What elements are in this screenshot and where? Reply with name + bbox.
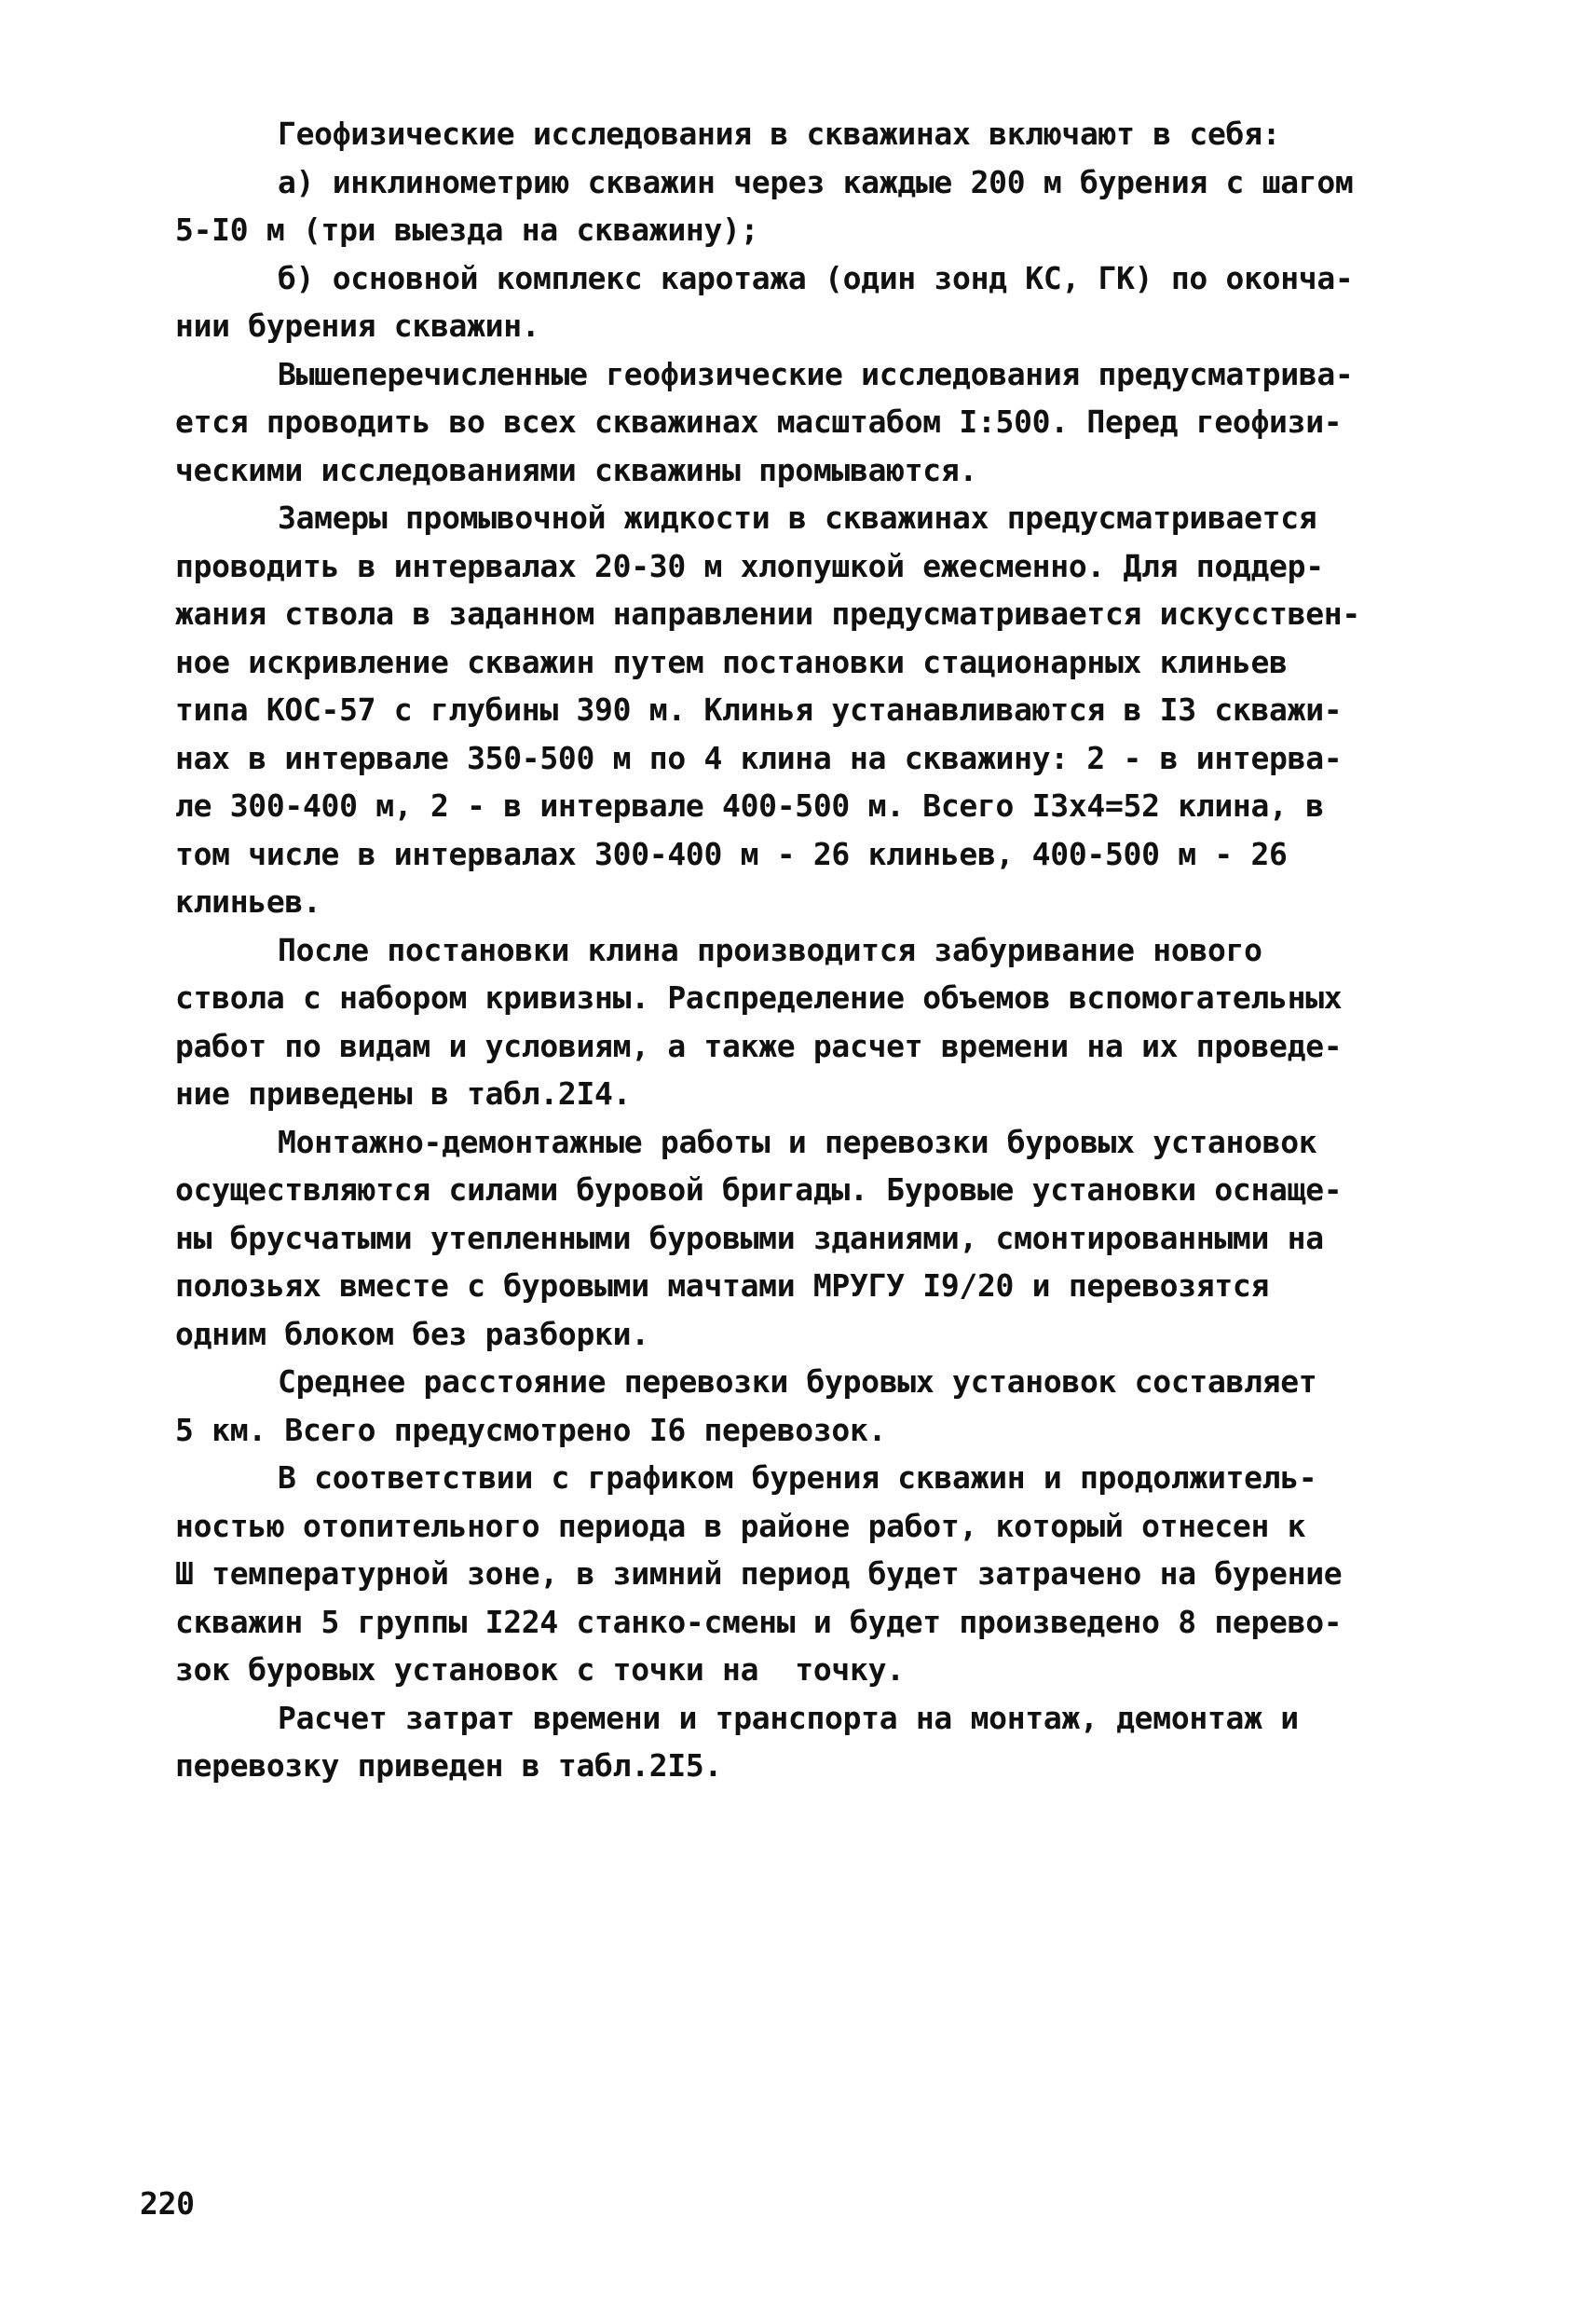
text-line: Вышеперечисленные геофизические исследования предусматрива-	[278, 355, 1354, 392]
text-line: Монтажно-демонтажные работы и перевозки буровых установок	[278, 1123, 1317, 1160]
text-line: Ш температурной зоне, в зимний период будет затрачено на бурение	[175, 1555, 1343, 1592]
text-line: перевозку приведен в табл.2I5.	[175, 1747, 723, 1784]
text-line: осуществляются силами буровой бригады. Буровые установки оснаще-	[175, 1171, 1343, 1208]
text-line: В соответствии с графиком бурения скважин и продолжитель-	[278, 1459, 1317, 1496]
text-line: ностью отопительного периода в районе работ, который отнесен к	[175, 1507, 1306, 1544]
text-line: жания ствола в заданном направлении предусматривается искусствен-	[175, 595, 1360, 632]
text-line: После постановки клина производится забуривание нового	[278, 931, 1262, 968]
text-line: полозьях вместе с буровыми мачтами МРУГУ I9/20 и перевозятся	[175, 1267, 1270, 1304]
text-line: работ по видам и условиям, а также расчет времени на их проведе-	[175, 1027, 1343, 1064]
document-body	[175, 110, 1452, 1790]
text-line: а) инклинометрию скважин через каждые 200 м бурения с шагом	[278, 163, 1354, 200]
text-line: Среднее расстояние перевозки буровых установок составляет	[278, 1363, 1317, 1400]
text-line: Геофизические исследования в скважинах включают в себя:	[278, 116, 1281, 152]
text-line: том числе в интервалах 300-400 м - 26 клиньев, 400-500 м - 26	[175, 835, 1288, 872]
text-line: ческими исследованиями скважины промываются.	[175, 451, 977, 488]
text-line: нии бурения скважин.	[175, 308, 540, 344]
text-line: ние приведены в табл.2I4.	[175, 1075, 632, 1112]
text-line: 5 км. Всего предусмотрено I6 перевозок.	[175, 1411, 887, 1448]
text-line: ется проводить во всех скважинах масштабом I:500. Перед геофизи-	[175, 404, 1343, 440]
text-line: б) основной комплекс каротажа (один зонд КС, ГК) по оконча-	[278, 259, 1354, 296]
text-line: Замеры промывочной жидкости в скважинах предусматривается	[278, 499, 1317, 536]
text-line: типа КОС-57 с глубины 390 м. Клинья устанавливаются в I3 скважи-	[175, 691, 1343, 728]
text-line: Расчет затрат времени и транспорта на монтаж, демонтаж и	[278, 1699, 1299, 1736]
text-line: ле 300-400 м, 2 - в интервале 400-500 м. Всего I3х4=52 клина, в	[175, 787, 1324, 824]
text-line: ны брусчатыми утепленными буровыми зданиями, смонтированными на	[175, 1219, 1324, 1256]
page-number: 220	[140, 2185, 195, 2222]
text-line: одним блоком без разборки.	[175, 1315, 649, 1352]
text-line: зок буровых установок с точки на точку.	[175, 1651, 905, 1688]
text-line: нах в интервале 350-500 м по 4 клина на скважину: 2 - в интерва-	[175, 739, 1343, 776]
text-line: скважин 5 группы I224 станко-смены и будет произведено 8 перево-	[175, 1603, 1343, 1640]
text-line: ствола с набором кривизны. Распределение объемов вспомогательных	[175, 979, 1343, 1016]
text-line: ное искривление скважин путем постановки стационарных клиньев	[175, 643, 1288, 680]
text-line: клиньев.	[175, 883, 321, 920]
text-line: проводить в интервалах 20-30 м хлопушкой ежесменно. Для поддер-	[175, 547, 1324, 584]
text-line: 5-I0 м (три выезда на скважину);	[175, 212, 759, 248]
